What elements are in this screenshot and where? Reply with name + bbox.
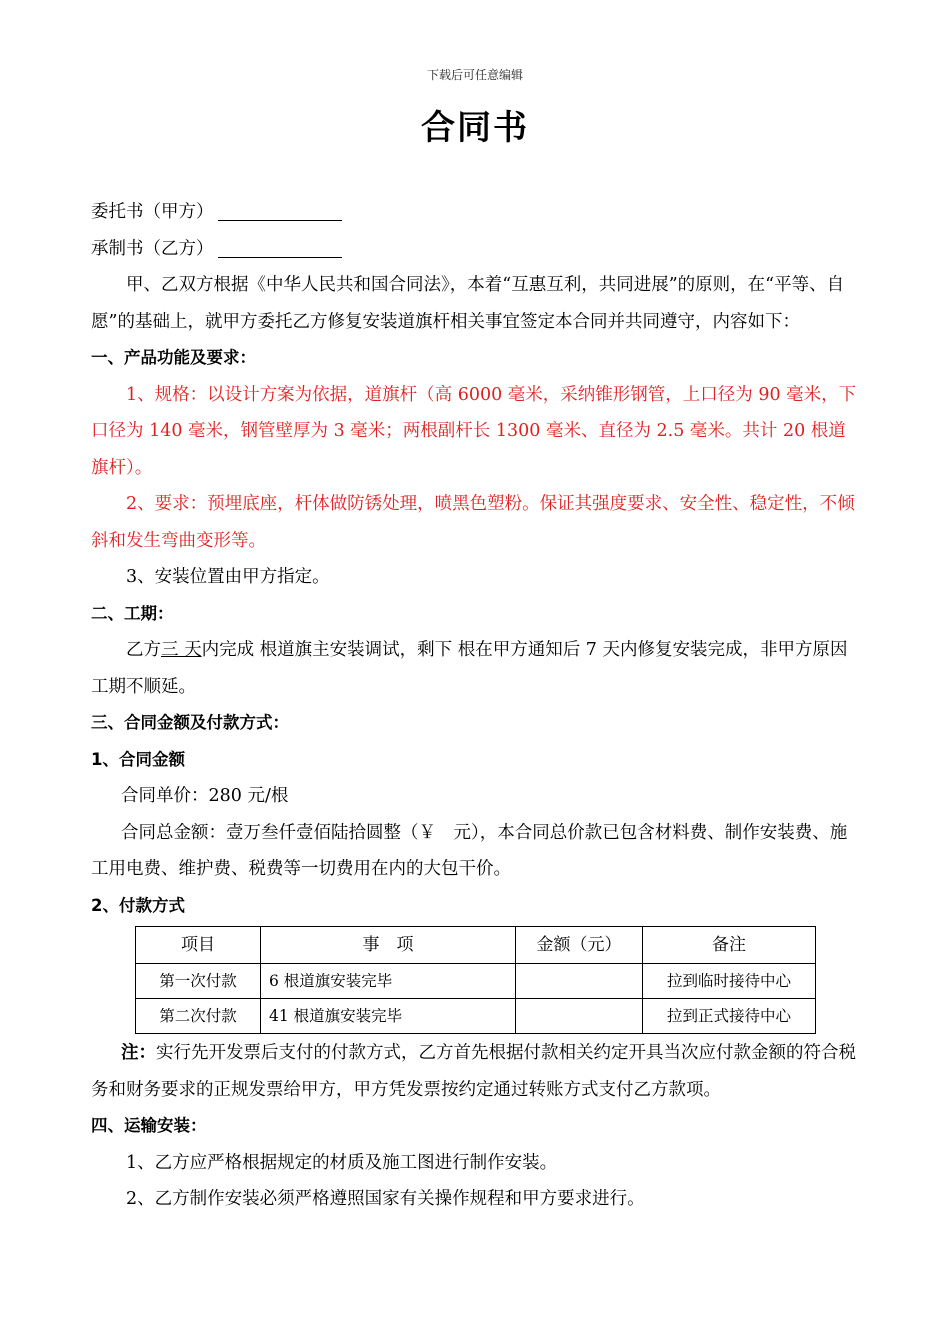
party-a-line	[91, 194, 861, 231]
table-header: 事 项	[261, 927, 516, 964]
section2-days: 三 天	[161, 640, 202, 660]
unit-price: 合同单价：280 元/根	[121, 786, 289, 806]
section3-sub2: 2、付款方式	[91, 895, 185, 915]
note-text: 实行先开发票后支付的付款方式，乙方首先根据付款相关约定开具当次应付款金额的符合税务和财务要求的正规发票给甲方，甲方凭发票按约定通过转账方式支付乙方款项。	[91, 1043, 856, 1100]
table-header: 项目	[136, 927, 261, 964]
section2-pre: 乙方	[126, 640, 161, 660]
section3-sub1: 1、合同金额	[91, 749, 185, 769]
table-cell: 拉到临时接待中心	[643, 964, 816, 999]
section1-item3: 3、安装位置由甲方指定。	[126, 567, 330, 587]
table-row	[136, 964, 816, 999]
header-note: 下载后可任意编辑	[426, 68, 523, 82]
party-a-label: 委托书（甲方）	[91, 202, 214, 222]
contract-body	[91, 194, 861, 1218]
section2-text	[91, 632, 861, 705]
table-cell: 6 根道旗安装完毕	[261, 964, 516, 999]
payment-note	[91, 1035, 861, 1108]
intro-paragraph: 甲、乙双方根据《中华人民共和国合同法》，本着“互惠互利，共同进展”的原则，在“平等、自愿”的基础上，就甲方委托乙方修复安装道旗杆相关事宜签定本合同并共同遵守，内容如下：	[91, 275, 845, 332]
section1-heading: 一、产品功能及要求：	[91, 348, 256, 367]
table-cell: 41 根道旗安装完毕	[261, 999, 516, 1034]
note-label: 注：	[121, 1043, 156, 1063]
section2-heading: 二、工期：	[91, 603, 174, 623]
table-header: 金额（元）	[516, 927, 643, 964]
section4-item1: 1、乙方应严格根据规定的材质及施工图进行制作安装。	[126, 1152, 558, 1173]
party-b-label: 承制书（乙方）	[91, 238, 214, 259]
payment-table	[135, 926, 816, 1034]
section3-heading: 三、合同金额及付款方式：	[91, 713, 289, 732]
section1-item2: 2、要求：预埋底座，杆体做防锈处理，喷黑色塑粉。保证其强度要求、安全性、稳定性，不倾斜和发生弯曲变形等。	[91, 494, 855, 551]
table-cell	[516, 964, 643, 999]
party-a-blank	[218, 198, 342, 221]
table-cell: 第二次付款	[136, 999, 261, 1034]
page-title: 合同书	[421, 108, 529, 148]
section1-item1: 1、规格：以设计方案为依据，道旗杆（高 6000 毫米，采纳锥形钢管，上口径为 90 毫米，下口径为 140 毫米，钢管壁厚为 3 毫米；两根副杆长 1300 毫米、直径为 2.5 毫米。共计 20 根道旗杆）。	[91, 384, 857, 478]
section4-heading: 四、运输安装：	[91, 1116, 207, 1135]
party-b-line	[91, 231, 861, 268]
table-row	[136, 999, 816, 1034]
total-amount: 合同总金额：壹万叁仟壹佰陆拾圆整（￥ 元），本合同总价款已包含材料费、制作安装费、施工用电费、维护费、税费等一切费用在内的大包干价。	[91, 822, 848, 879]
section2-post: 内完成 根道旗主安装调试，剩下 根在甲方通知后 7 天内修复安装完成，非甲方原因工期不顺延。	[91, 640, 848, 697]
party-b-blank	[218, 235, 342, 258]
table-header: 备注	[643, 927, 816, 964]
table-cell	[516, 999, 643, 1034]
table-header-row	[136, 927, 816, 964]
table-cell: 拉到正式接待中心	[643, 999, 816, 1034]
table-cell: 第一次付款	[136, 964, 261, 999]
section4-item2: 2、乙方制作安装必须严格遵照国家有关操作规程和甲方要求进行。	[126, 1189, 645, 1209]
